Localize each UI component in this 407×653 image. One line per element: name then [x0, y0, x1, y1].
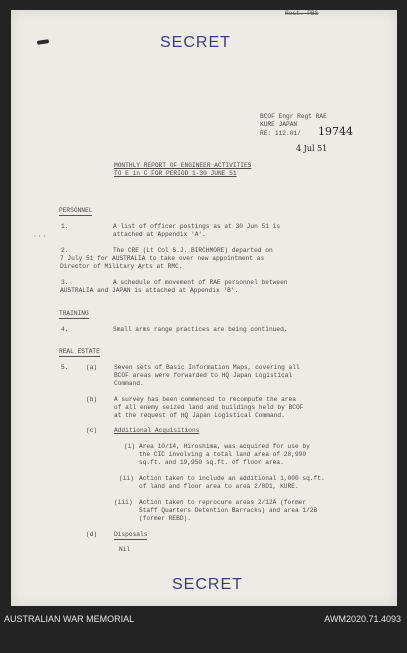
- item-2-line: The CRE (Lt Col S.J. BIRCHMORE) departed on: [113, 247, 273, 254]
- footer-source: AUSTRALIAN WAR MEMORIAL: [4, 614, 135, 624]
- sub-c-label: (c): [86, 427, 98, 434]
- document-page: [11, 10, 397, 606]
- reference-label: RE: 112.01/: [260, 130, 301, 137]
- item-2-line: Director of Military Arts at RMC.: [60, 263, 183, 270]
- sub-b-line: A survey has been commenced to recompute the area: [114, 396, 296, 403]
- corner-annotation: Rest. PBS: [285, 10, 319, 17]
- item-5-number: 5.: [61, 364, 69, 371]
- sub-d-text: Nil: [119, 546, 131, 553]
- punch-mark: [37, 39, 49, 45]
- item-3-line: A schedule of movement of RAE personnel between: [113, 279, 288, 286]
- section-heading-real-estate: REAL ESTATE: [59, 348, 100, 355]
- sub-c-i-line: sq.ft. and 19,950 sq.ft. of floor area.: [139, 459, 284, 466]
- item-2-line: 7 July 51 for AUSTRALIA to take over new appointment as: [60, 255, 265, 262]
- location-line: KURE JAPAN: [260, 121, 298, 128]
- archive-footer: [0, 606, 407, 653]
- sub-c-ii-line: of land and floor area to area 2/8D1, KURE.: [139, 483, 299, 490]
- sub-b-line: at the request of HQ Japan Logistical Command.: [114, 412, 285, 419]
- item-1-number: 1.: [61, 223, 69, 230]
- margin-mark: ···: [33, 233, 48, 240]
- sub-c-i-label: (i): [124, 443, 136, 450]
- sub-d-label: (d): [86, 531, 98, 538]
- item-1-line: A list of officer postings as at 30 Jun 51 is: [113, 223, 281, 230]
- secret-stamp-bottom: SECRET: [172, 576, 243, 593]
- report-title-line1: MONTHLY REPORT OF ENGINEER ACTIVITIES: [114, 162, 252, 169]
- sub-c-iii-label: (iii): [114, 499, 133, 506]
- reference-number: 19744: [318, 125, 353, 138]
- sub-c-iii-line: (former REBD).: [139, 515, 191, 522]
- sub-a-line: BCOF areas were forwarded to HQ Japan Logistical: [114, 372, 293, 379]
- sub-c-ii-label: (ii): [119, 475, 134, 482]
- footer-accession: AWM2020.71.4093: [324, 614, 401, 624]
- sub-c-i-line: the CIC involving a total land area of 28,990: [139, 451, 307, 458]
- section-heading-personnel: PERSONNEL: [59, 207, 93, 214]
- sub-b-label: (b): [86, 396, 98, 403]
- sub-d-heading: Disposals: [114, 531, 148, 538]
- item-3-number: 3.: [61, 279, 69, 286]
- sub-a-line: Command.: [114, 380, 144, 387]
- item-3-line: AUSTRALIA and JAPAN is attached at Appendix 'B'.: [60, 287, 239, 294]
- item-4-number: 4.: [61, 326, 69, 333]
- sub-c-iii-line: Staff Quarters Detention Barracks) and area 1/2B: [139, 507, 318, 514]
- item-2-number: 2.: [61, 247, 69, 254]
- report-title-line2: TO E in C FOR PERIOD 1-30 JUNE 51: [114, 170, 237, 177]
- unit-line: BCOF Engr Regt RAE: [260, 113, 327, 120]
- sub-c-iii-line: Action taken to reprocure areas 2/12A (former: [139, 499, 307, 506]
- sub-a-line: Seven sets of Basic Information Maps, covering all: [114, 364, 300, 371]
- report-date: 4 Jul 51: [296, 144, 328, 153]
- sub-a-label: (a): [86, 364, 98, 371]
- sub-c-i-line: Area 10/14, Hiroshima, was acquired for use by: [139, 443, 310, 450]
- secret-stamp-top: SECRET: [160, 34, 231, 51]
- section-heading-training: TRAINING: [59, 310, 89, 317]
- sub-c-heading: Additional Acquisitions: [114, 427, 200, 434]
- sub-c-ii-line: Action taken to include an additional 1,000 sq.ft.: [139, 475, 325, 482]
- sub-b-line: of all enemy seized land and buildings held by BCOF: [114, 404, 304, 411]
- item-1-line: attached at Appendix 'A'.: [113, 231, 206, 238]
- item-4-text: Small arms range practices are being continued.: [113, 326, 288, 333]
